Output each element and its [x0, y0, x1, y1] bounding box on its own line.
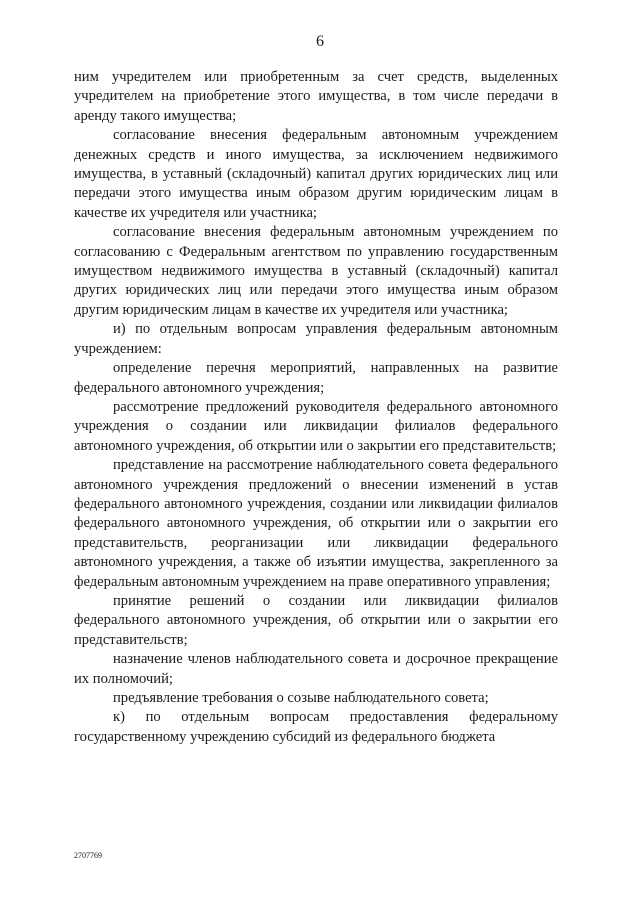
- page-number: 6: [316, 33, 324, 50]
- paragraph-continuation: ним учредителем или приобретенным за счет средств, выделенных учредителем на приобретение этого имущества, в том числе передачи в аренду такого имущества;: [74, 69, 558, 124]
- paragraph: представление на рассмотрение наблюдательного совета федерального автономного учреждения предложений о внесении изменений в устав федерального автономного учреждения, создании или ликвидации филиалов федерального автономного учреждения, об открытии или о закрытии его представительств, реорганизации или ликвидации федерального автономного учреждения, а также об изъятии имущества, закрепленного за федеральным автономным учреждением на праве оперативного управления;: [74, 457, 558, 590]
- paragraph: предъявление требования о созыве наблюдательного совета;: [113, 690, 489, 706]
- paragraph: принятие решений о создании или ликвидации филиалов федерального автономного учреждения, об открытии или о закрытии его представительств;: [74, 592, 558, 648]
- document-code: 2707769: [74, 851, 102, 860]
- paragraph-item-k: к) по отдельным вопросам предоставления федеральному государственному учреждению субсидий из федерального бюджета: [74, 709, 558, 745]
- paragraph: определение перечня мероприятий, направленных на развитие федерального автономного учреждения;: [74, 360, 558, 396]
- paragraph: согласование внесения федеральным автономным учреждением по согласованию с Федеральным агентством по управлению государственным имуществом недвижимого имущества в уставный (складочный) капитал других юридических лиц или передачи этого имущества иным образом другим юридическим лицам в качестве их учредителя или участника;: [74, 224, 558, 318]
- paragraph: назначение членов наблюдательного совета и досрочное прекращение их полномочий;: [74, 651, 558, 687]
- paragraph-item-i: и) по отдельным вопросам управления федеральным автономным учреждением:: [74, 321, 558, 357]
- paragraph: согласование внесения федеральным автономным учреждением денежных средств и иного имущества, за исключением недвижимого имущества, в уставный (складочный) капитал других юридических лиц или передачи этого имущества иным образом другим юридическим лицам в качестве их учредителя или участника;: [74, 127, 558, 221]
- paragraph: рассмотрение предложений руководителя федерального автономного учреждения о создании или ликвидации филиалов федерального автономного учреждения, об открытии или о закрытии его представительств;: [74, 398, 558, 454]
- document-body: [74, 68, 558, 747]
